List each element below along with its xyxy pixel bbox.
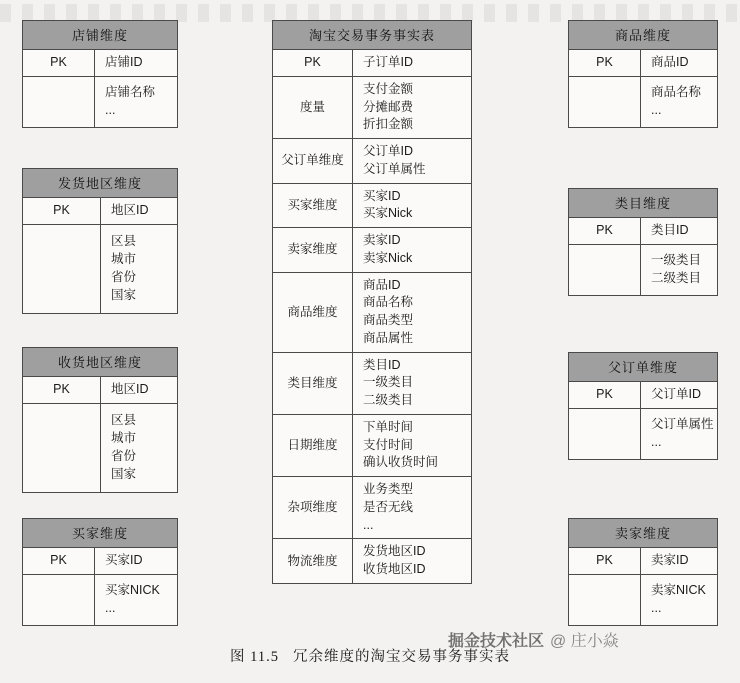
entity-table-seller-dim	[568, 518, 718, 626]
table-row	[23, 50, 177, 77]
field-cell	[101, 198, 177, 224]
key-cell: PK	[569, 548, 641, 574]
field-value: 是否无线	[363, 499, 414, 514]
key-cell	[569, 409, 641, 459]
table-row	[23, 404, 177, 492]
field-cell	[101, 377, 177, 403]
field-cell	[353, 477, 471, 538]
field-value: ...	[105, 600, 116, 615]
key-cell: 商品维度	[273, 273, 353, 352]
field-value: 卖家Nick	[363, 250, 413, 265]
field-value: 支付金额	[363, 81, 414, 96]
field-value: 支付时间	[363, 437, 414, 452]
entity-table-receive-region-dim	[22, 347, 178, 493]
field-cell	[641, 575, 717, 625]
entity-table-item-dim	[568, 20, 718, 128]
field-value: 省份	[111, 448, 137, 463]
table-title: 店铺维度	[23, 21, 177, 50]
table-row	[23, 377, 177, 404]
table-row	[273, 184, 471, 229]
key-cell	[23, 77, 95, 127]
table-title: 买家维度	[23, 519, 177, 548]
watermark	[448, 628, 619, 651]
field-cell	[95, 50, 177, 76]
figure-number: 图 11.5	[230, 649, 279, 665]
field-cell	[353, 184, 471, 228]
field-value: 卖家ID	[363, 233, 401, 247]
key-cell: PK	[23, 50, 95, 76]
field-cell	[95, 575, 177, 625]
figure-caption	[0, 645, 740, 666]
key-cell: PK	[569, 50, 641, 76]
fact-table-taobao-transaction	[272, 20, 472, 584]
table-row	[23, 575, 177, 625]
table-title: 淘宝交易事务事实表	[273, 21, 471, 50]
field-value: 类目ID	[363, 357, 401, 372]
entity-table-parent-order-dim	[568, 352, 718, 460]
field-value: 商品ID	[363, 277, 401, 292]
field-value: 父订单属性	[363, 161, 426, 176]
key-cell	[569, 77, 641, 127]
field-cell	[641, 548, 717, 574]
key-cell: 度量	[273, 77, 353, 138]
field-cell	[101, 225, 177, 313]
watermark-logo: 掘金技术社区	[448, 633, 545, 650]
field-value: 省份	[111, 269, 137, 284]
table-title: 父订单维度	[569, 353, 717, 382]
field-value: 国家	[111, 466, 137, 481]
field-value: 下单时间	[363, 419, 414, 434]
field-cell	[353, 273, 471, 352]
key-cell: PK	[569, 218, 641, 244]
field-value: 确认收货时间	[363, 455, 439, 470]
field-cell	[641, 245, 717, 295]
table-row	[273, 273, 471, 353]
field-value: 卖家NICK	[651, 583, 706, 597]
field-value: 国家	[111, 287, 137, 302]
table-row	[23, 198, 177, 225]
table-title: 发货地区维度	[23, 169, 177, 198]
field-value: 区县	[111, 413, 137, 428]
table-row	[569, 245, 717, 295]
field-value: 业务类型	[363, 482, 414, 496]
key-cell: PK	[23, 377, 101, 403]
field-cell	[641, 409, 717, 459]
field-value: 商品类型	[363, 313, 414, 327]
field-value: 城市	[111, 252, 137, 266]
field-cell	[95, 77, 177, 127]
field-value: 收货地区ID	[363, 562, 426, 576]
key-cell	[23, 575, 95, 625]
field-value: 店铺ID	[105, 55, 143, 69]
field-value: 商品名称	[651, 85, 702, 99]
key-cell	[569, 245, 641, 295]
field-cell	[641, 218, 717, 244]
field-value: 子订单ID	[363, 55, 414, 69]
field-value: 店铺名称	[105, 85, 156, 99]
table-title: 类目维度	[569, 189, 717, 218]
table-title: 收货地区维度	[23, 348, 177, 377]
field-value: 商品ID	[651, 55, 689, 69]
table-title: 商品维度	[569, 21, 717, 50]
field-value: 买家NICK	[105, 583, 160, 597]
table-row	[569, 77, 717, 127]
table-row	[273, 50, 471, 77]
table-row	[569, 50, 717, 77]
field-value: 区县	[111, 234, 137, 249]
field-cell	[95, 548, 177, 574]
table-row	[273, 353, 471, 415]
table-row	[569, 548, 717, 575]
field-cell	[641, 77, 717, 127]
field-value: ...	[651, 102, 662, 117]
field-value: 一级类目	[651, 253, 702, 267]
field-cell	[641, 382, 717, 408]
field-cell	[353, 77, 471, 138]
table-row	[273, 477, 471, 539]
field-value: 城市	[111, 431, 137, 445]
field-cell	[101, 404, 177, 492]
table-row	[569, 575, 717, 625]
key-cell	[569, 575, 641, 625]
table-row	[273, 228, 471, 273]
field-value: 分摊邮费	[363, 99, 414, 114]
field-cell	[353, 228, 471, 272]
table-row	[273, 77, 471, 139]
field-value: ...	[363, 517, 374, 532]
entity-table-ship-region-dim	[22, 168, 178, 314]
field-value: 买家Nick	[363, 206, 413, 221]
field-cell	[353, 139, 471, 183]
field-value: ...	[651, 600, 662, 615]
field-value: 二级类目	[363, 393, 414, 407]
key-cell: PK	[23, 198, 101, 224]
key-cell: 买家维度	[273, 184, 353, 228]
entity-table-shop-dim	[22, 20, 178, 128]
field-value: ...	[105, 102, 116, 117]
field-value: 地区ID	[111, 382, 149, 396]
entity-table-buyer-dim	[22, 518, 178, 626]
figure-caption-text: 冗余维度的淘宝交易事务事实表	[292, 649, 510, 665]
table-title: 卖家维度	[569, 519, 717, 548]
key-cell	[23, 404, 101, 492]
field-value: 二级类目	[651, 270, 702, 285]
key-cell: 父订单维度	[273, 139, 353, 183]
table-row	[569, 409, 717, 459]
field-value: 一级类目	[363, 375, 414, 390]
table-row	[23, 77, 177, 127]
table-row	[273, 415, 471, 477]
field-cell	[353, 539, 471, 583]
field-cell	[641, 50, 717, 76]
table-row	[23, 548, 177, 575]
key-cell: 杂项维度	[273, 477, 353, 538]
field-value: 父订单ID	[363, 144, 414, 158]
field-value: 卖家ID	[651, 553, 689, 567]
field-value: 类目ID	[651, 223, 689, 237]
watermark-handle: @ 庄小焱	[550, 633, 619, 650]
field-value: 发货地区ID	[363, 544, 426, 559]
field-cell	[353, 353, 471, 414]
table-row	[569, 218, 717, 245]
field-value: 商品属性	[363, 330, 414, 345]
field-value: 折扣金额	[363, 117, 414, 132]
key-cell: PK	[273, 50, 353, 76]
key-cell: PK	[569, 382, 641, 408]
key-cell: 类目维度	[273, 353, 353, 414]
field-value: 买家ID	[105, 553, 143, 567]
field-value: 商品名称	[363, 295, 414, 310]
key-cell: 日期维度	[273, 415, 353, 476]
table-row	[569, 382, 717, 409]
field-value: 父订单ID	[651, 387, 702, 401]
table-row	[273, 539, 471, 583]
field-value: 买家ID	[363, 188, 401, 203]
key-cell: 卖家维度	[273, 228, 353, 272]
key-cell: 物流维度	[273, 539, 353, 583]
table-row	[273, 139, 471, 184]
entity-table-category-dim	[568, 188, 718, 296]
field-cell	[353, 50, 471, 76]
field-value: ...	[651, 434, 662, 449]
key-cell: PK	[23, 548, 95, 574]
field-value: 地区ID	[111, 203, 149, 217]
field-cell	[353, 415, 471, 476]
field-value: 父订单属性	[651, 417, 714, 431]
key-cell	[23, 225, 101, 313]
table-row	[23, 225, 177, 313]
